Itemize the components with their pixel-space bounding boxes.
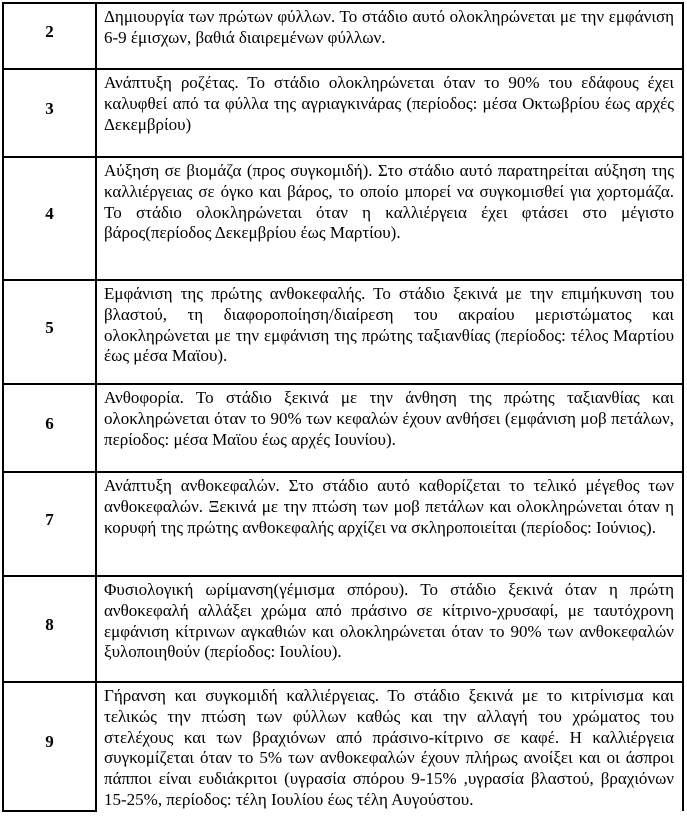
table-row bbox=[3, 384, 683, 472]
table-row bbox=[3, 3, 683, 69]
stage-description: Ανθοφορία. Το στάδιο ξεκινά με την άνθηση της πρώτης ταξιανθίας και ολοκληρώνεται όταν το 90% των κεφαλών έχουν ανθήσει (εμφάνιση μοβ πετάλων, περίοδος: μέσα Μαϊου έως αρχές Ιουνίου). bbox=[96, 384, 683, 472]
table-row bbox=[3, 157, 683, 280]
document-page bbox=[0, 2, 687, 817]
table-row bbox=[3, 280, 683, 384]
stage-description: Γήρανση και συγκομιδή καλλιέργειας. Το στάδιο ξεκινά με το κιτρίνισμα και τελικώς την πτώση των φύλλων καθώς και την αλλαγή του χρώματος του στελέχους και των βραχιόνων από πράσινο-κίτρινο σε καφέ. Η καλλιέργεια συγκομίζεται όταν το 5% των ανθοκεφαλών έχουν πλήρως ανοίξει και οι άσπροι πάπποι είναι ευδιάκριτοι (υγρασία σπόρου 9-15% ,υγρασία βλαστού, βραχιόνων 15-25%, περίοδος: τέλη Ιουλίου έως τέλη Αυγούστου. bbox=[96, 682, 683, 811]
stage-description: Δημιουργία των πρώτων φύλλων. Το στάδιο αυτό ολοκληρώνεται με την εμφάνιση 6-9 έμισχων, βαθιά διαιρεμένων φύλλων. bbox=[96, 3, 683, 69]
stage-number: 7 bbox=[3, 472, 96, 576]
stage-number: 6 bbox=[3, 384, 96, 472]
stage-number: 9 bbox=[3, 682, 96, 811]
growth-stages-table bbox=[2, 2, 684, 812]
stage-number: 8 bbox=[3, 576, 96, 682]
table-row bbox=[3, 682, 683, 811]
table-row bbox=[3, 472, 683, 576]
stage-number: 2 bbox=[3, 3, 96, 69]
stage-number: 3 bbox=[3, 69, 96, 157]
stage-description: Ανάπτυξη ροζέτας. Το στάδιο ολοκληρώνεται όταν το 90% του εδάφους έχει καλυφθεί από τα φύλλα της αγριαγκινάρας (περίοδος: μέσα Οκτωβρίου έως αρχές Δεκεμβρίου) bbox=[96, 69, 683, 157]
table-row bbox=[3, 69, 683, 157]
stage-description: Εμφάνιση της πρώτης ανθοκεφαλής. Το στάδιο ξεκινά με την επιμήκυνση του βλαστού, τη διαφοροποίηση/διαίρεση του ακραίου μεριστώματος και ολοκληρώνεται με την εμφάνιση της πρώτης ταξιανθίας (περίοδος: τέλος Μαρτίου έως μέσα Μαϊου). bbox=[96, 280, 683, 384]
stage-number: 4 bbox=[3, 157, 96, 280]
table-row bbox=[3, 576, 683, 682]
stage-description: Αύξηση σε βιομάζα (προς συγκομιδή). Στο στάδιο αυτό παρατηρείται αύξηση της καλλιέργειας σε όγκο και βάρος, το οποίο μπορεί να συγκομισθεί για χορτομάζα. Το στάδιο ολοκληρώνεται όταν η καλλιέργεια έχει φτάσει στο μέγιστο βάρος(περίοδος Δεκεμβρίου έως Μαρτίου). bbox=[96, 157, 683, 280]
stage-number: 5 bbox=[3, 280, 96, 384]
stage-description: Φυσιολογική ωρίμανση(γέμισμα σπόρου). Το στάδιο ξεκινά όταν η πρώτη ανθοκεφαλή αλλάξει χρώμα από πράσινο σε κίτρινο-χρυσαφί, με ταυτόχρονη εμφάνιση κίτρινων αγκαθιών και ολοκληρώνεται όταν το 90% των ανθοκεφαλών ξυλοποιηθούν (περίοδος: Ιουλίου). bbox=[96, 576, 683, 682]
stage-description: Ανάπτυξη ανθοκεφαλών. Στο στάδιο αυτό καθορίζεται το τελικό μέγεθος των ανθοκεφαλών. Ξεκινά με την πτώση των μοβ πετάλων και ολοκληρώνεται όταν η κορυφή της πρώτης ανθοκεφαλής αρχίζει να σκληροποιείται (περίοδος: Ιούνιος). bbox=[96, 472, 683, 576]
